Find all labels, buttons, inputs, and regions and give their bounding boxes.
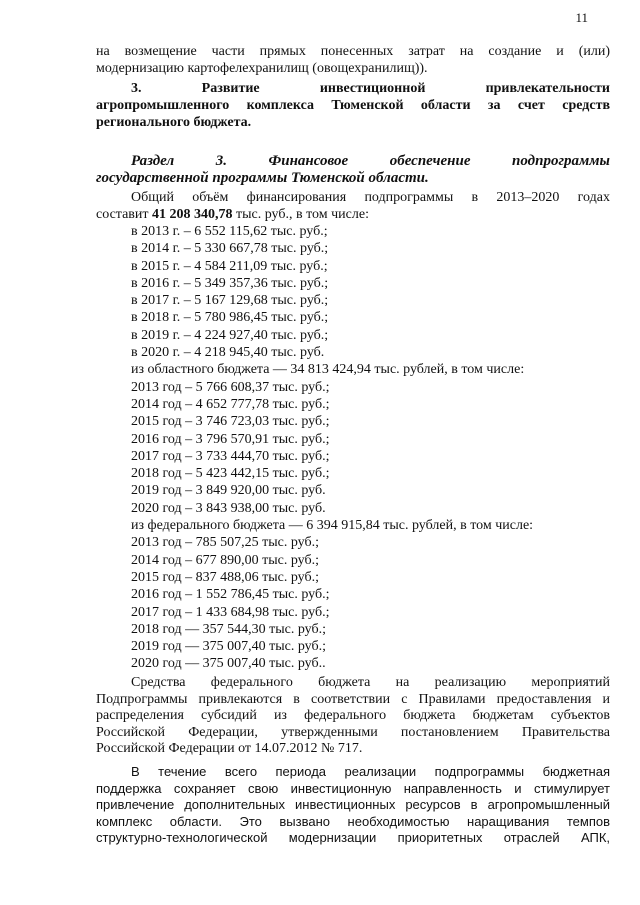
financing-line-1: Общий объём финансирования подпрограммы в 2013–2020 годах bbox=[131, 190, 610, 205]
list-item: 2019 год – 3 849 920,00 тыс. руб. bbox=[131, 483, 326, 499]
support-paragraph bbox=[96, 764, 610, 847]
list-item: в 2014 г. – 5 330 667,78 тыс. руб.; bbox=[131, 241, 329, 257]
section-3-word-1: Развитие bbox=[201, 81, 260, 96]
section-3-line-3: регионального бюджета. bbox=[96, 115, 252, 130]
financing-prefix: составит bbox=[96, 206, 152, 222]
razdel-line-1 bbox=[96, 153, 610, 170]
list-item: 2019 год — 375 007,40 тыс. руб.; bbox=[131, 639, 326, 655]
list-item: 2013 год – 5 766 608,37 тыс. руб.; bbox=[131, 379, 330, 395]
razdel-word-4: обеспечение bbox=[389, 153, 471, 169]
razdel-word-1: Раздел bbox=[131, 153, 175, 169]
section-3-number: 3. bbox=[131, 81, 142, 96]
federal-funds-line-5: Российской Федерации от 14.07.2012 № 717. bbox=[96, 741, 363, 756]
razdel-word-3: Финансовое bbox=[268, 153, 349, 169]
list-item: 2020 год – 3 843 938,00 тыс. руб. bbox=[131, 500, 326, 516]
list-item: 2015 год – 837 488,06 тыс. руб.; bbox=[131, 569, 319, 585]
total-by-year-list bbox=[131, 223, 533, 673]
support-line-1: В течение всего периода реализации подпрограммы бюджетная bbox=[131, 764, 610, 779]
section-3-word-3: привлекательности bbox=[485, 81, 610, 96]
section-3-line-1 bbox=[96, 80, 610, 97]
financing-suffix: тыс. руб., в том числе: bbox=[232, 206, 369, 222]
section-3-word-2: инвестиционной bbox=[319, 81, 426, 96]
support-line-3: привлечение дополнительных инвестиционных ресурсов в агропромышленный bbox=[96, 797, 610, 812]
list-item: в 2017 г. – 5 167 129,68 тыс. руб.; bbox=[131, 293, 329, 309]
intro-paragraph bbox=[96, 44, 610, 77]
list-item: в 2020 г. – 4 218 945,40 тыс. руб. bbox=[131, 345, 325, 361]
federal-funds-paragraph bbox=[96, 675, 610, 758]
federal-funds-line-4: Российской Федерации, утвержденными постановлением Правительства bbox=[96, 724, 610, 740]
razdel-3-heading bbox=[96, 153, 610, 187]
list-item: 2017 год – 3 733 444,70 тыс. руб.; bbox=[131, 448, 330, 464]
support-line-4: комплекс области. Это вызвано необходимостью наращивания темпов bbox=[96, 813, 610, 829]
list-item: в 2019 г. – 4 224 927,40 тыс. руб.; bbox=[131, 327, 329, 343]
section-3-line-2: агропромышленного комплекса Тюменской области за счет средств bbox=[96, 98, 610, 113]
federal-header: из федерального бюджета — 6 394 915,84 тыс. рублей, в том числе: bbox=[131, 518, 534, 534]
page-number: 11 bbox=[575, 10, 588, 25]
federal-funds-line-3: распределения субсидий из федерального бюджета бюджетам субъектов bbox=[96, 708, 610, 723]
list-item: в 2015 г. – 4 584 211,09 тыс. руб.; bbox=[131, 258, 328, 274]
list-item: 2016 год – 3 796 570,91 тыс. руб.; bbox=[131, 431, 330, 447]
financing-total: 41 208 340,78 bbox=[152, 206, 233, 222]
financing-line-2 bbox=[96, 207, 610, 224]
support-line-2: поддержка сохраняет свою инвестиционную направленность и стимулирует bbox=[96, 780, 610, 796]
list-item: 2016 год – 1 552 786,45 тыс. руб.; bbox=[131, 587, 330, 603]
federal-funds-line-1: Средства федерального бюджета на реализацию мероприятий bbox=[131, 675, 610, 690]
list-item: 2017 год – 1 433 684,98 тыс. руб.; bbox=[131, 604, 330, 620]
regional-header: из областного бюджета — 34 813 424,94 тыс. рублей, в том числе: bbox=[131, 362, 525, 378]
financing-paragraph bbox=[96, 190, 610, 223]
list-item: 2018 год – 5 423 442,15 тыс. руб.; bbox=[131, 466, 330, 482]
support-line-5: структурно-технологической модернизации приоритетных отраслей АПК, bbox=[96, 830, 610, 845]
federal-funds-line-2: Подпрограммы привлекаются в соответствии с Правилами предоставления и bbox=[96, 691, 610, 707]
razdel-word-5: подпрограммы bbox=[512, 153, 610, 169]
section-3-heading bbox=[96, 80, 610, 131]
list-item: в 2013 г. – 6 552 115,62 тыс. руб.; bbox=[131, 224, 328, 239]
intro-line-2: модернизацию картофелехранилищ (овощехранилищ)). bbox=[96, 60, 428, 76]
list-item: в 2018 г. – 5 780 986,45 тыс. руб.; bbox=[131, 310, 329, 326]
list-item: в 2016 г. – 5 349 357,36 тыс. руб.; bbox=[131, 275, 329, 291]
list-item: 2018 год — 357 544,30 тыс. руб.; bbox=[131, 621, 326, 637]
list-item: 2014 год – 4 652 777,78 тыс. руб.; bbox=[131, 396, 330, 412]
list-item: 2014 год – 677 890,00 тыс. руб.; bbox=[131, 552, 319, 568]
list-item: 2013 год – 785 507,25 тыс. руб.; bbox=[131, 535, 319, 551]
razdel-line-2: государственной программы Тюменской области. bbox=[96, 170, 429, 186]
list-item: 2015 год – 3 746 723,03 тыс. руб.; bbox=[131, 414, 330, 430]
intro-line-1: на возмещение части прямых понесенных затрат на создание и (или) bbox=[96, 44, 610, 59]
razdel-word-2: 3. bbox=[215, 153, 227, 169]
list-item: 2020 год — 375 007,40 тыс. руб.. bbox=[131, 656, 326, 672]
